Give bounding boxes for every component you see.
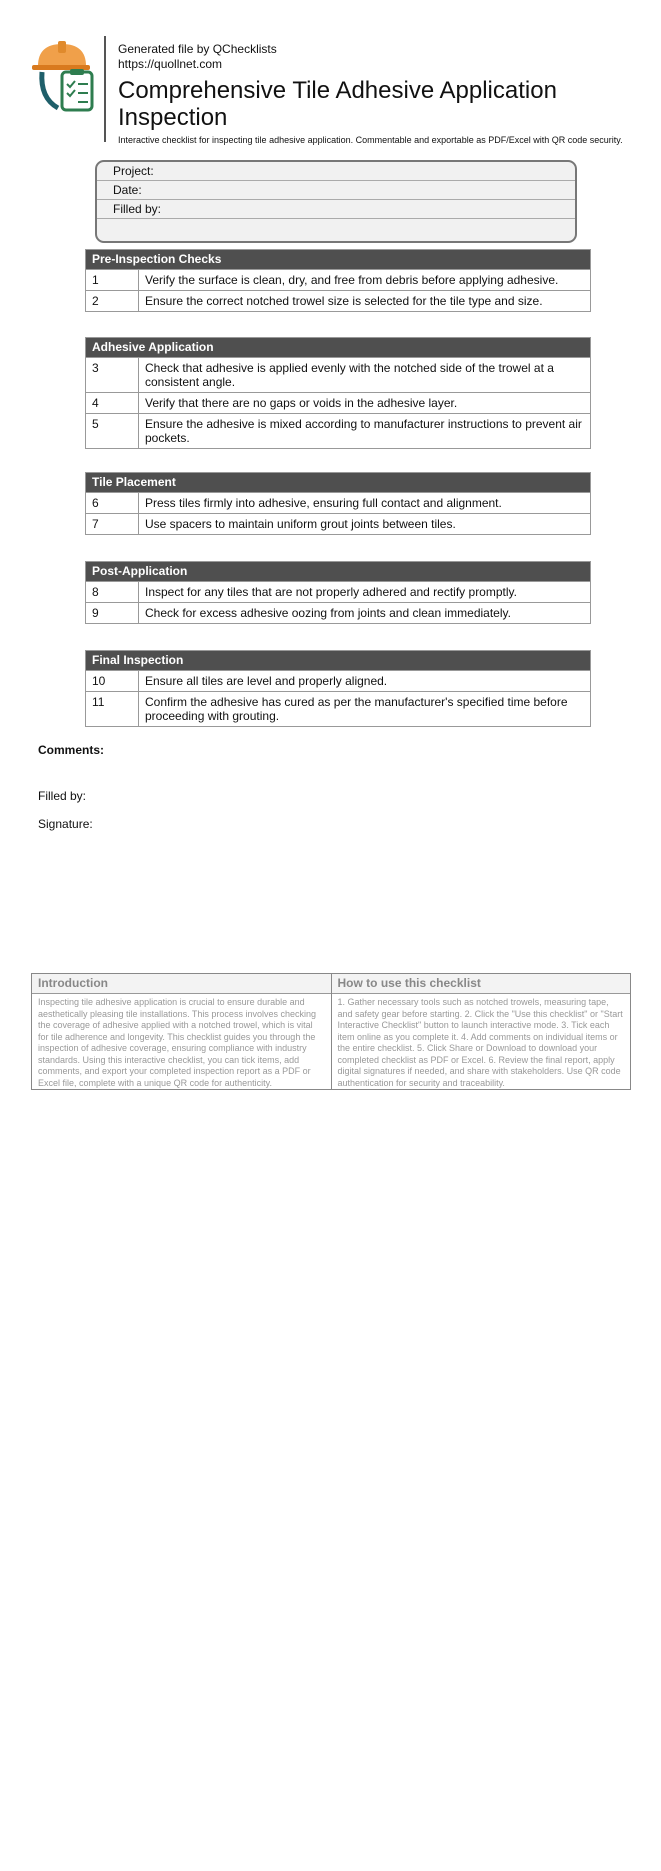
helmet-checklist-logo-icon xyxy=(32,40,104,116)
checklist-row[interactable] xyxy=(86,691,590,726)
item-text: Press tiles firmly into adhesive, ensuring full contact and alignment. xyxy=(145,496,502,510)
generated-by-text: Generated file by QChecklists xyxy=(118,42,277,56)
date-field[interactable]: Date: xyxy=(97,181,575,200)
checklist-row[interactable] xyxy=(86,670,590,691)
section-title: Adhesive Application xyxy=(86,338,590,357)
item-text: Verify the surface is clean, dry, and free from debris before applying adhesive. xyxy=(145,273,559,287)
item-number: 6 xyxy=(86,493,139,513)
introduction-title: Introduction xyxy=(32,974,331,994)
checklist-row[interactable] xyxy=(86,269,590,290)
item-text: Inspect for any tiles that are not properly adhered and rectify promptly. xyxy=(145,585,517,599)
how-to-column xyxy=(331,974,631,1089)
section-title: Post-Application xyxy=(86,562,590,581)
section-title: Final Inspection xyxy=(86,651,590,670)
blank-field[interactable] xyxy=(97,219,575,237)
section-adhesive-application xyxy=(85,337,591,449)
project-info-box xyxy=(95,160,577,243)
item-number: 5 xyxy=(86,414,139,448)
checklist-row[interactable] xyxy=(86,581,590,602)
item-text: Ensure the correct notched trowel size is selected for the tile type and size. xyxy=(145,294,543,308)
item-number: 2 xyxy=(86,291,139,311)
introduction-text: Inspecting tile adhesive application is crucial to ensure durable and aesthetically pleasing tile installations. This process involves checking the coverage of adhesive applied with a notched trowel, which is vital for tile adherence and longevity. This checklist guides you through the inspection of adhesive coverage, ensuring compliance with industry standards. Using this interactive checklist, you can tick items, add comments, and export your completed inspection report as a PDF or Excel file, complete with a unique QR code for authenticity. xyxy=(38,997,316,1088)
checklist-row[interactable] xyxy=(86,492,590,513)
item-number: 7 xyxy=(86,514,139,534)
checklist-row[interactable] xyxy=(86,357,590,392)
site-url-link[interactable]: https://quollnet.com xyxy=(118,57,223,71)
checklist-row[interactable] xyxy=(86,513,590,534)
how-to-title: How to use this checklist xyxy=(332,974,631,994)
item-number: 3 xyxy=(86,358,139,392)
filled-by-label: Filled by: xyxy=(38,789,87,803)
header-divider xyxy=(104,36,106,142)
item-number: 4 xyxy=(86,393,139,413)
item-number: 11 xyxy=(86,692,139,726)
item-text: Check for excess adhesive oozing from joints and clean immediately. xyxy=(145,606,511,620)
info-panel xyxy=(31,973,631,1090)
checklist-row[interactable] xyxy=(86,413,590,448)
checklist-row[interactable] xyxy=(86,290,590,311)
item-text: Confirm the adhesive has cured as per the manufacturer's specified time before proceeding with grouting. xyxy=(145,695,568,723)
introduction-column xyxy=(32,974,331,1089)
page-description: Interactive checklist for inspecting tile adhesive application. Commentable and exportable as PDF/Excel with QR code security. xyxy=(118,135,623,145)
item-text: Check that adhesive is applied evenly with the notched side of the trowel at a consistent angle. xyxy=(145,361,554,389)
how-to-text: 1. Gather necessary tools such as notched trowels, measuring tape, and safety gear before starting. 2. Click the "Use this checklist" or "Start Interactive Checklist" button to launch interactive mode. 3. Tick each item online as you complete it. 4. Add comments on individual items or the entire checklist. 5. Click Share or Download to download your completed checklist as PDF or Excel. 6. Review the final report, apply digital signatures if needed, and share with stakeholders. Use QR code authentication for security and traceability. xyxy=(337,997,623,1088)
checklist-row[interactable] xyxy=(86,602,590,623)
item-number: 8 xyxy=(86,582,139,602)
item-text: Verify that there are no gaps or voids in the adhesive layer. xyxy=(145,396,458,410)
item-text: Use spacers to maintain uniform grout joints between tiles. xyxy=(145,517,456,531)
page-title: Comprehensive Tile Adhesive Application Inspection xyxy=(118,77,557,131)
item-text: Ensure the adhesive is mixed according to manufacturer instructions to prevent air pockets. xyxy=(145,417,582,445)
signature-label: Signature: xyxy=(38,817,93,831)
item-number: 9 xyxy=(86,603,139,623)
section-final-inspection xyxy=(85,650,591,727)
section-pre-inspection-checks xyxy=(85,249,591,312)
section-post-application xyxy=(85,561,591,624)
page-header xyxy=(32,36,632,144)
section-title: Pre-Inspection Checks xyxy=(86,250,590,269)
section-title: Tile Placement xyxy=(86,473,590,492)
item-number: 10 xyxy=(86,671,139,691)
item-number: 1 xyxy=(86,270,139,290)
project-field[interactable]: Project: xyxy=(97,162,575,181)
item-text: Ensure all tiles are level and properly aligned. xyxy=(145,674,388,688)
section-tile-placement xyxy=(85,472,591,535)
filled-by-field[interactable]: Filled by: xyxy=(97,200,575,219)
checklist-row[interactable] xyxy=(86,392,590,413)
comments-label: Comments: xyxy=(38,743,105,757)
